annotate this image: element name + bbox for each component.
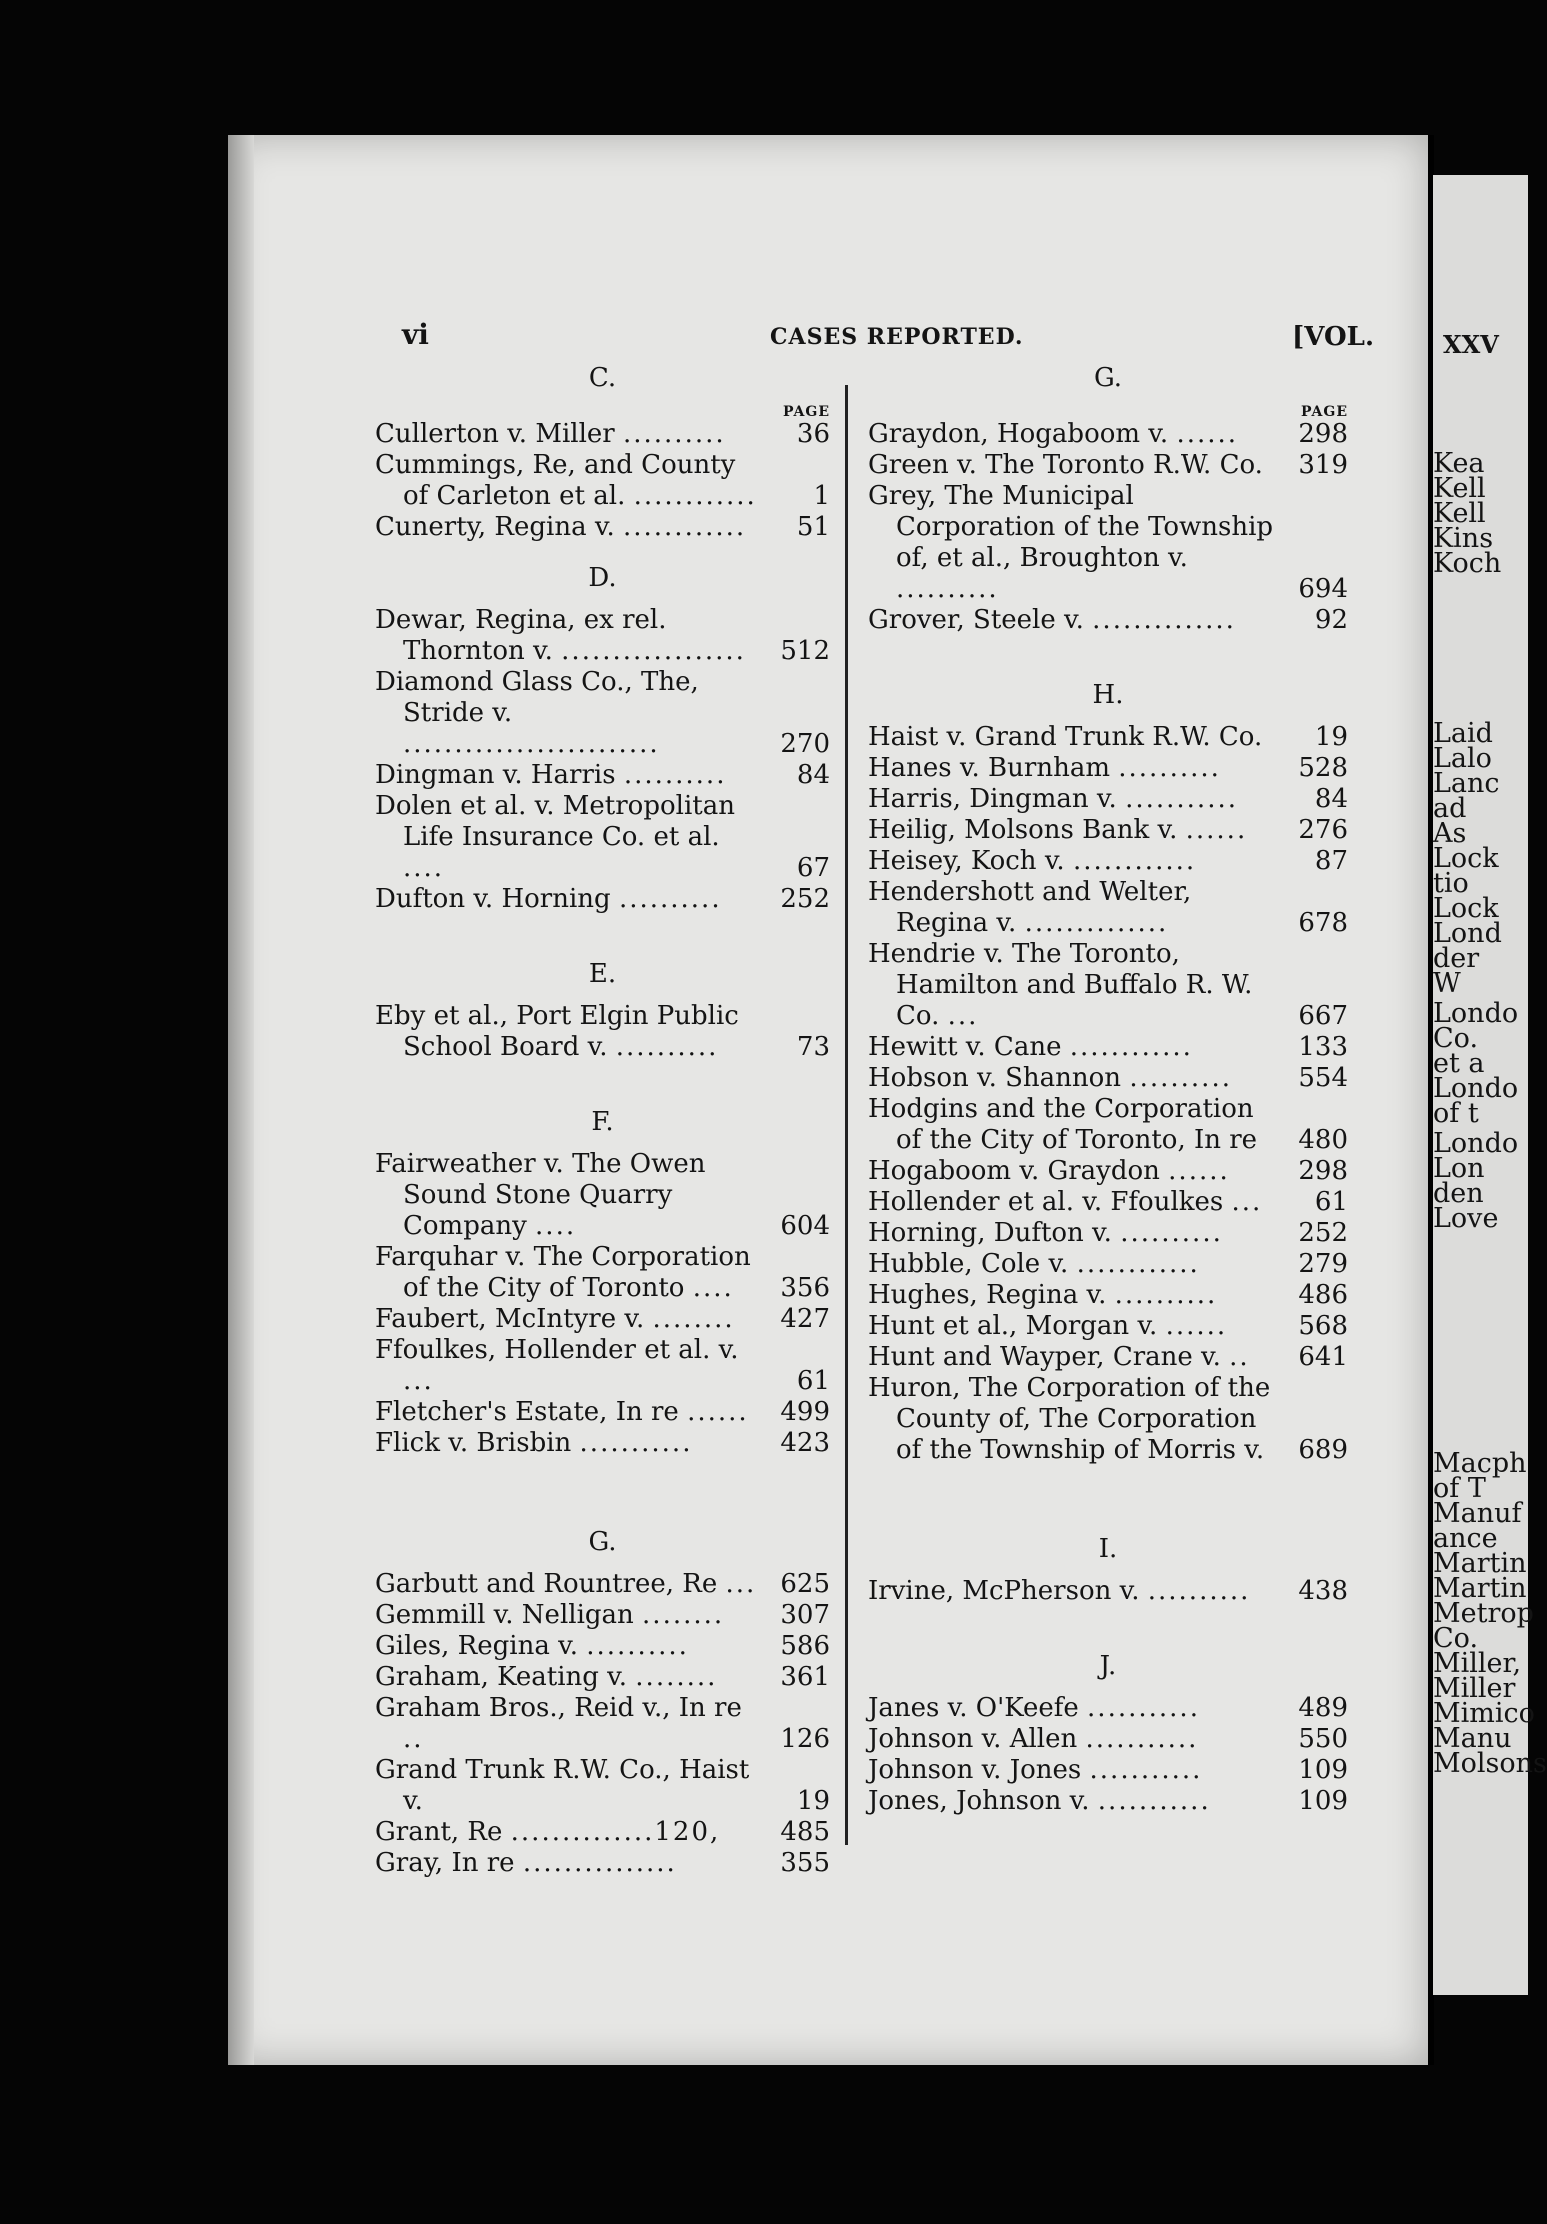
leader-dots: ........... — [1097, 1786, 1211, 1816]
adjacent-page-line: Love — [1433, 1203, 1499, 1234]
case-entry — [868, 722, 1348, 753]
leader-dots: ........... — [1087, 1693, 1200, 1723]
adjacent-page-line: Londo — [1433, 1073, 1519, 1104]
adjacent-page-line: Miller, — [1433, 1648, 1522, 1679]
leader-dots: .... — [692, 1273, 734, 1303]
case-entry — [375, 1335, 830, 1397]
page-number: 667 — [1298, 1001, 1348, 1031]
case-name: Giles, Regina v. .......... — [375, 1631, 689, 1661]
case-entry — [868, 939, 1348, 1032]
page-number: 586 — [780, 1631, 830, 1661]
leader-dots: .......... — [618, 884, 722, 914]
section-spacer — [375, 543, 830, 565]
case-entry — [868, 877, 1348, 939]
adjacent-page-line: ance — [1433, 1523, 1498, 1554]
adjacent-page-line: et a — [1433, 1048, 1485, 1079]
leader-dots: .......... — [896, 574, 999, 604]
adjacent-page-line: Co. — [1433, 1023, 1479, 1054]
adjacent-page-fragment — [1433, 175, 1547, 1995]
entry-list — [868, 722, 1348, 1466]
case-name: Hobson v. Shannon .......... — [868, 1063, 1232, 1093]
section-letter: J. — [1099, 1651, 1117, 1681]
case-entry — [375, 1428, 830, 1459]
case-name: Grand Trunk R.W. Co., Haist v. — [375, 1755, 750, 1816]
page-number: 36 — [796, 419, 830, 449]
section-spacer — [868, 636, 1348, 682]
leader-dots: .......... — [1147, 1576, 1251, 1606]
running-header — [0, 318, 1528, 358]
page-number: 87 — [1314, 846, 1348, 876]
case-name: Hubble, Cole v. ............ — [868, 1249, 1200, 1279]
case-entry — [375, 791, 830, 884]
adjacent-page-line: of T — [1433, 1473, 1486, 1504]
index-section — [868, 365, 1348, 636]
case-name: Graham, Keating v. ........ — [375, 1662, 718, 1692]
case-entry — [868, 1724, 1348, 1755]
index-section — [375, 565, 830, 915]
case-name: Grover, Steele v. .............. — [868, 605, 1236, 635]
case-entry — [375, 884, 830, 915]
section-spacer — [375, 1459, 830, 1529]
page-number: 604 — [780, 1211, 830, 1241]
case-name: Gemmill v. Nelligan ........ — [375, 1600, 725, 1630]
page-number: 61 — [796, 1366, 830, 1396]
leader-dots: ........ — [642, 1600, 725, 1630]
case-entry — [375, 1755, 830, 1817]
index-section — [375, 961, 830, 1063]
adjacent-page-line: der — [1433, 943, 1480, 974]
page-number: 279 — [1298, 1249, 1348, 1279]
page-number: 133 — [1298, 1032, 1348, 1062]
leader-dots: ........... — [1089, 1755, 1203, 1785]
case-entry — [868, 1094, 1348, 1156]
case-name: Jones, Johnson v. ........... — [868, 1786, 1211, 1816]
case-entry — [375, 1631, 830, 1662]
leader-dots: .................. — [561, 636, 746, 666]
section-spacer — [868, 1466, 1348, 1536]
case-name: Faubert, McIntyre v. ........ — [375, 1304, 735, 1334]
left-column — [375, 365, 830, 1879]
page-number: 438 — [1298, 1576, 1348, 1606]
leader-dots: ........ — [652, 1304, 735, 1334]
case-entry — [868, 605, 1348, 636]
page-number: 485 — [780, 1817, 830, 1847]
adjacent-page-line: W — [1433, 968, 1461, 999]
page-number: 528 — [1298, 753, 1348, 783]
page-number: 19 — [1314, 722, 1348, 752]
case-name: Grey, The Municipal Corporation of the Township of, et al., Broughton v. .......... — [868, 481, 1274, 604]
case-entry — [375, 1149, 830, 1242]
page-number: 694 — [1298, 574, 1348, 604]
case-entry — [868, 846, 1348, 877]
leader-dots: ............ — [1072, 846, 1197, 876]
case-name: Flick v. Brisbin ........... — [375, 1428, 693, 1458]
section-letter: I. — [1098, 1534, 1118, 1564]
adjacent-page-line: Londo — [1433, 998, 1519, 1029]
case-name: Heisey, Koch v. ............ — [868, 846, 1197, 876]
page-number: 550 — [1298, 1724, 1348, 1754]
leader-dots: ...... — [1185, 815, 1248, 845]
volume-marker: [VOL. — [1292, 322, 1374, 352]
entry-list — [375, 1149, 830, 1459]
case-entry — [375, 1600, 830, 1631]
section-letter: H. — [1092, 680, 1124, 710]
section-letter: G. — [1093, 363, 1123, 393]
right-column — [868, 365, 1348, 1817]
leader-dots: ............ — [1076, 1249, 1200, 1279]
case-name: Green v. The Toronto R.W. Co. — [868, 450, 1263, 480]
case-entry — [375, 1569, 830, 1600]
adjacent-page-line: tio — [1433, 868, 1469, 899]
adjacent-page-header: XXV — [1443, 330, 1499, 359]
case-name: Eby et al., Port Elgin Public School Board v. .......... — [375, 1001, 739, 1062]
leader-dots: .. — [403, 1724, 424, 1754]
adjacent-page-line: Molsons — [1433, 1748, 1547, 1779]
leader-dots: ............... — [522, 1848, 677, 1878]
page-number: 489 — [1298, 1693, 1348, 1723]
page-column-label: PAGE — [783, 404, 830, 420]
section-letter: E. — [588, 959, 617, 989]
leader-dots: .......... — [623, 760, 727, 790]
case-entry — [868, 1218, 1348, 1249]
leader-dots: ... — [947, 1001, 979, 1031]
page-number: 678 — [1298, 908, 1348, 938]
leader-dots: ...... — [1165, 1311, 1228, 1341]
leader-dots: ...... — [687, 1397, 749, 1427]
leader-dots: .......... — [586, 1631, 689, 1661]
case-entry — [868, 1693, 1348, 1724]
case-entry — [868, 1063, 1348, 1094]
case-name: Heilig, Molsons Bank v. ...... — [868, 815, 1248, 845]
page-number: 252 — [780, 884, 830, 914]
leader-dots: ......................... — [403, 729, 660, 759]
leader-dots: ...... — [1176, 419, 1239, 449]
page-number: 1 — [813, 481, 830, 511]
leader-dots: ..............120, — [510, 1817, 721, 1847]
case-name: Dufton v. Horning .......... — [375, 884, 722, 914]
adjacent-page-line: Lanc — [1433, 768, 1500, 799]
adjacent-page-line: Londo — [1433, 1128, 1519, 1159]
section-letter: G. — [588, 1527, 617, 1557]
page-number: 423 — [780, 1428, 830, 1458]
case-entry — [375, 760, 830, 791]
adjacent-page-line: Martin — [1433, 1548, 1527, 1579]
case-name: Gray, In re ............... — [375, 1848, 677, 1878]
case-name: Diamond Glass Co., The, Stride v. ......................... — [375, 667, 699, 759]
adjacent-page-line: Metrop — [1433, 1598, 1534, 1629]
adjacent-page-line: Lond — [1433, 918, 1502, 949]
case-name: Hogaboom v. Graydon ...... — [868, 1156, 1230, 1186]
adjacent-page-line: As — [1433, 818, 1467, 849]
case-name: Hodgins and the Corporation of the City of Toronto, In re — [868, 1094, 1258, 1155]
case-name: Hughes, Regina v. .......... — [868, 1280, 1218, 1310]
adjacent-page-line: Co. — [1433, 1623, 1479, 1654]
adjacent-page-line: Laid — [1433, 718, 1493, 749]
adjacent-page-line: Mimico — [1433, 1698, 1535, 1729]
case-name: Fletcher's Estate, In re ...... — [375, 1397, 749, 1427]
case-name: Haist v. Grand Trunk R.W. Co. — [868, 722, 1263, 752]
page-number: 307 — [780, 1600, 830, 1630]
column-divider — [845, 385, 848, 1845]
page-number: 319 — [1298, 450, 1348, 480]
page-number: 51 — [796, 512, 830, 542]
case-entry — [868, 481, 1348, 605]
leader-dots: ............ — [633, 481, 757, 511]
adjacent-page-line: ad — [1433, 793, 1467, 824]
case-entry — [868, 1786, 1348, 1817]
leader-dots: ........... — [1125, 784, 1238, 814]
case-entry — [868, 1280, 1348, 1311]
adjacent-page-line: Miller — [1433, 1673, 1516, 1704]
index-section — [868, 1653, 1348, 1817]
case-entry — [375, 1817, 830, 1848]
case-name: Hendershott and Welter, Regina v. .............. — [868, 877, 1192, 938]
section-spacer — [375, 1063, 830, 1109]
adjacent-page-line: of t — [1433, 1098, 1479, 1129]
page-number: 298 — [1298, 419, 1348, 449]
page-number: 19 — [796, 1786, 830, 1816]
adjacent-page-line: Kins — [1433, 523, 1494, 554]
case-name: Dolen et al. v. Metropolitan Life Insurance Co. et al. .... — [375, 791, 735, 883]
leader-dots: ... — [403, 1366, 434, 1396]
case-entry — [375, 1304, 830, 1335]
leader-dots: .......... — [622, 419, 726, 449]
case-name: Hanes v. Burnham .......... — [868, 753, 1221, 783]
index-section — [868, 682, 1348, 1466]
leader-dots: ... — [725, 1569, 757, 1599]
page-number: 568 — [1298, 1311, 1348, 1341]
case-entry — [868, 1249, 1348, 1280]
leader-dots: .............. — [1024, 908, 1169, 938]
index-section — [375, 365, 830, 543]
adjacent-page-line: Kell — [1433, 473, 1486, 504]
case-entry — [868, 784, 1348, 815]
case-name: Huron, The Corporation of the County of, The Corporation of the Township of Morris v. — [868, 1373, 1271, 1465]
case-name: Farquhar v. The Corporation of the City of Toronto .... — [375, 1242, 751, 1303]
page-number: 298 — [1298, 1156, 1348, 1186]
leader-dots: .......... — [615, 1032, 719, 1062]
entry-list — [375, 605, 830, 915]
adjacent-page-line: Lock — [1433, 843, 1499, 874]
page-number: 109 — [1298, 1786, 1348, 1816]
page-number: 356 — [780, 1273, 830, 1303]
case-entry — [375, 667, 830, 760]
case-name: Hunt and Wayper, Crane v. .. — [868, 1342, 1250, 1372]
adjacent-page-line: Lon — [1433, 1153, 1485, 1184]
case-entry — [375, 1242, 830, 1304]
adjacent-page-line: Lock — [1433, 893, 1499, 924]
entry-list — [868, 419, 1348, 636]
case-name: Dewar, Regina, ex rel. Thornton v. .................. — [375, 605, 746, 666]
leader-dots: .......... — [1129, 1063, 1232, 1093]
case-entry — [375, 1001, 830, 1063]
section-letter: C. — [588, 363, 617, 393]
case-name: Fairweather v. The Owen Sound Stone Quarry Company .... — [375, 1149, 706, 1241]
leader-dots: .......... — [1118, 753, 1221, 783]
leader-dots: ...... — [1168, 1156, 1230, 1186]
case-name: Hollender et al. v. Ffoulkes ... — [868, 1187, 1263, 1217]
page-number: 252 — [1298, 1218, 1348, 1248]
case-name: Janes v. O'Keefe ........... — [868, 1693, 1200, 1723]
adjacent-page-line: Lalo — [1433, 743, 1492, 774]
case-entry — [868, 1755, 1348, 1786]
page-number: 92 — [1314, 605, 1348, 635]
leader-dots: .......... — [1120, 1218, 1223, 1248]
leader-dots: .... — [403, 853, 445, 883]
page-number: 499 — [780, 1397, 830, 1427]
leader-dots: .......... — [1114, 1280, 1218, 1310]
case-name: Cullerton v. Miller .......... — [375, 419, 726, 449]
page-column-label: PAGE — [1301, 404, 1348, 420]
page-number: 67 — [796, 853, 830, 883]
leader-dots: ........... — [1085, 1724, 1199, 1754]
adjacent-page-line: Macph — [1433, 1448, 1527, 1479]
case-name: Horning, Dufton v. .......... — [868, 1218, 1223, 1248]
case-entry — [868, 1342, 1348, 1373]
case-name: Dingman v. Harris .......... — [375, 760, 727, 790]
entry-list — [375, 1001, 830, 1063]
adjacent-page-line: den — [1433, 1178, 1484, 1209]
page-title: CASES REPORTED. — [770, 324, 1024, 350]
adjacent-page-line: Kell — [1433, 498, 1486, 529]
case-name: Hendrie v. The Toronto, Hamilton and Buffalo R. W. Co. ... — [868, 939, 1253, 1031]
case-entry — [375, 450, 830, 512]
page-number: 109 — [1298, 1755, 1348, 1785]
page-number: 625 — [780, 1569, 830, 1599]
case-name: Irvine, McPherson v. .......... — [868, 1576, 1251, 1606]
page-number: 73 — [796, 1032, 830, 1062]
leader-dots: ........... — [579, 1428, 693, 1458]
page-number: 486 — [1298, 1280, 1348, 1310]
case-entry — [375, 1848, 830, 1879]
case-entry — [375, 1693, 830, 1755]
case-name: Hunt et al., Morgan v. ...... — [868, 1311, 1228, 1341]
entry-list — [375, 1569, 830, 1879]
page-spine-shadow — [228, 135, 254, 2065]
case-entry — [868, 1373, 1348, 1466]
case-entry — [868, 1311, 1348, 1342]
case-name: Harris, Dingman v. ........... — [868, 784, 1238, 814]
case-name: Cummings, Re, and County of Carleton et al. ............ — [375, 450, 757, 511]
leader-dots: .............. — [1092, 605, 1236, 635]
case-name: Cunerty, Regina v. ............ — [375, 512, 747, 542]
index-section — [375, 1109, 830, 1459]
case-entry — [868, 450, 1348, 481]
adjacent-page-line: Kea — [1433, 448, 1485, 479]
leader-dots: ........ — [635, 1662, 718, 1692]
leader-dots: .... — [535, 1211, 577, 1241]
page-number: 84 — [796, 760, 830, 790]
case-name: Garbutt and Rountree, Re ... — [375, 1569, 757, 1599]
case-name: Hewitt v. Cane ............ — [868, 1032, 1193, 1062]
entry-list — [868, 1576, 1348, 1607]
case-name: Grant, Re ..............120, — [375, 1817, 721, 1847]
case-entry — [868, 815, 1348, 846]
leader-dots: ............ — [622, 512, 747, 542]
case-entry — [868, 419, 1348, 450]
page-number: 270 — [780, 729, 830, 759]
page-number: 361 — [780, 1662, 830, 1692]
page-number: 355 — [780, 1848, 830, 1878]
index-section — [868, 1536, 1348, 1607]
case-entry — [375, 1662, 830, 1693]
page-number: 61 — [1314, 1187, 1348, 1217]
entry-list — [868, 1693, 1348, 1817]
page-number: 276 — [1298, 815, 1348, 845]
case-entry — [375, 1397, 830, 1428]
case-name: Johnson v. Allen ........... — [868, 1724, 1199, 1754]
section-letter: D. — [588, 563, 617, 593]
case-name: Graydon, Hogaboom v. ...... — [868, 419, 1239, 449]
case-entry — [375, 605, 830, 667]
case-name: Johnson v. Jones ........... — [868, 1755, 1203, 1785]
leader-dots: .. — [1229, 1342, 1250, 1372]
case-entry — [868, 1032, 1348, 1063]
page-number: 126 — [780, 1724, 830, 1754]
case-entry — [868, 753, 1348, 784]
section-spacer — [375, 915, 830, 961]
adjacent-page-line: Koch — [1433, 548, 1502, 579]
section-spacer — [868, 1607, 1348, 1653]
page-number: 427 — [780, 1304, 830, 1334]
page-number: 84 — [1314, 784, 1348, 814]
adjacent-page-line: Manu — [1433, 1723, 1512, 1754]
case-entry — [868, 1156, 1348, 1187]
leader-dots: ... — [1231, 1187, 1263, 1217]
leader-dots: ............ — [1069, 1032, 1193, 1062]
case-name: Ffoulkes, Hollender et al. v. ... — [375, 1335, 739, 1396]
case-entry — [375, 512, 830, 543]
entry-list — [375, 419, 830, 543]
case-name: Graham Bros., Reid v., In re .. — [375, 1693, 742, 1754]
page-number: 554 — [1298, 1063, 1348, 1093]
adjacent-page-line: Martin — [1433, 1573, 1527, 1604]
adjacent-page-line: Manuf — [1433, 1498, 1522, 1529]
page-number: 512 — [780, 636, 830, 666]
page-number: 480 — [1298, 1125, 1348, 1155]
page-number: 641 — [1298, 1342, 1348, 1372]
case-entry — [375, 419, 830, 450]
case-entry — [868, 1576, 1348, 1607]
section-letter: F. — [591, 1107, 614, 1137]
case-entry — [868, 1187, 1348, 1218]
page-folio: vi — [402, 318, 429, 351]
page-number: 689 — [1298, 1435, 1348, 1465]
index-section — [375, 1529, 830, 1879]
